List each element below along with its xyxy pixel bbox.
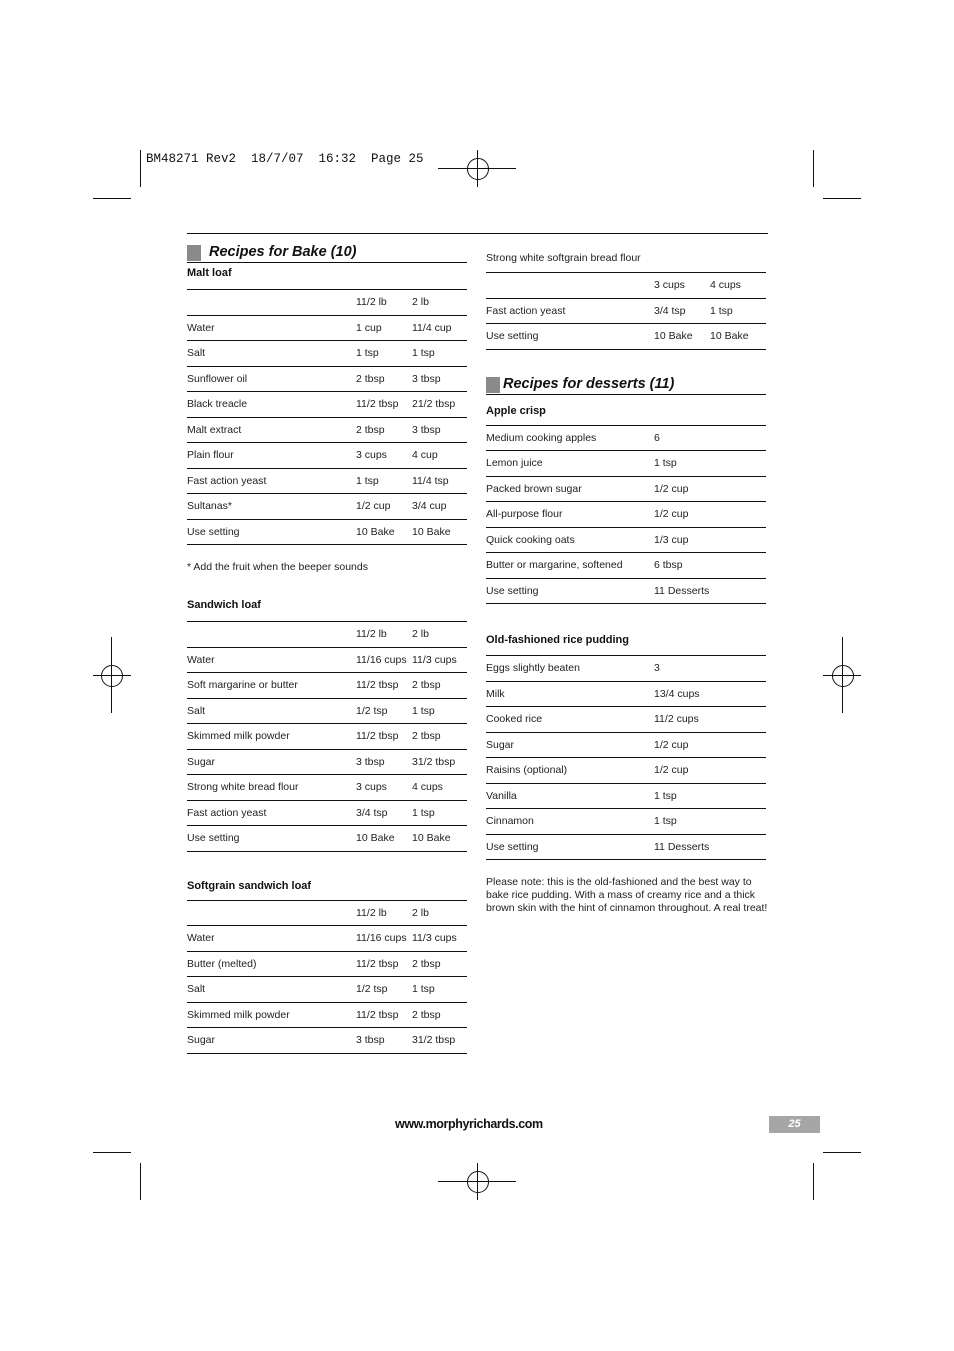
- table-row: [187, 749, 467, 775]
- table-row: [486, 451, 766, 477]
- recipe-title-rice-pudding: Old-fashioned rice pudding: [486, 634, 629, 646]
- quantity-cell: 10 Bake: [412, 826, 467, 852]
- section-marker: [187, 245, 201, 261]
- table-row: [187, 673, 467, 699]
- table-row: [187, 341, 467, 367]
- table-row: [187, 1028, 467, 1054]
- table-row: [187, 900, 467, 926]
- ingredient-cell: Skimmed milk powder: [187, 724, 356, 750]
- quantity-cell: 11/3 cups: [412, 647, 467, 673]
- ingredient-cell: Fast action yeast: [187, 468, 356, 494]
- sandwich-loaf-table: [187, 621, 467, 852]
- ingredient-cell: All-purpose flour: [486, 502, 654, 528]
- quantity-cell: 3/4 tsp: [654, 298, 710, 324]
- quantity-cell: 3 tbsp: [412, 366, 467, 392]
- table-row: [187, 800, 467, 826]
- quantity-cell: 1/2 cup: [356, 494, 412, 520]
- recipe-title-sandwich-loaf: Sandwich loaf: [187, 599, 261, 611]
- website-url[interactable]: www.morphyrichards.com: [395, 1117, 543, 1131]
- ingredient-cell: Use setting: [486, 578, 654, 604]
- ingredient-cell: Cinnamon: [486, 809, 654, 835]
- ingredient-cell: Fast action yeast: [187, 800, 356, 826]
- quantity-cell: 1 tsp: [412, 977, 467, 1003]
- table-row: [187, 775, 467, 801]
- table-row: [486, 656, 766, 682]
- quantity-cell: 4 cups: [412, 775, 467, 801]
- quantity-cell: 1 tsp: [412, 800, 467, 826]
- quantity-cell: 11 Desserts: [654, 578, 766, 604]
- ingredient-cell: Use setting: [486, 324, 654, 350]
- quantity-cell: 1/2 cup: [654, 476, 766, 502]
- ingredient-cell: Skimmed milk powder: [187, 1002, 356, 1028]
- quantity-cell: 1 tsp: [710, 298, 766, 324]
- recipe-title-apple-crisp: Apple crisp: [486, 404, 546, 417]
- crop-mark: [813, 1163, 814, 1200]
- crop-mark: [813, 150, 814, 187]
- top-rule: [187, 233, 768, 234]
- rice-pudding-table: [486, 655, 766, 860]
- quantity-cell: 11 Desserts: [654, 834, 766, 860]
- quantity-cell: 1 tsp: [412, 341, 467, 367]
- section-title-bake: [187, 244, 467, 263]
- table-row: [486, 758, 766, 784]
- ingredient-cell: Soft margarine or butter: [187, 673, 356, 699]
- quantity-cell: 1 tsp: [654, 451, 766, 477]
- quantity-cell: 4 cup: [412, 443, 467, 469]
- crop-mark: [93, 198, 131, 199]
- table-row: [486, 834, 766, 860]
- quantity-cell: 1/2 cup: [654, 732, 766, 758]
- quantity-cell: 1/2 tsp: [356, 698, 412, 724]
- quantity-cell: 1 tsp: [356, 341, 412, 367]
- ingredient-cell: Lemon juice: [486, 451, 654, 477]
- quantity-cell: 2 tbsp: [356, 417, 412, 443]
- quantity-cell: 10 Bake: [356, 519, 412, 545]
- table-row: [486, 707, 766, 733]
- quantity-cell: 3/4 tsp: [356, 800, 412, 826]
- table-row: [486, 324, 766, 350]
- ingredient-cell: Vanilla: [486, 783, 654, 809]
- quantity-cell: 3/4 cup: [412, 494, 467, 520]
- table-row: [486, 553, 766, 579]
- quantity-cell: 11/2 tbsp: [356, 1002, 412, 1028]
- quantity-cell: 2 lb: [412, 290, 467, 316]
- ingredient-cell: Fast action yeast: [486, 298, 654, 324]
- ingredient-cell: Use setting: [187, 826, 356, 852]
- crop-mark: [140, 1163, 141, 1200]
- table-row: [187, 519, 467, 545]
- quantity-cell: 2 tbsp: [412, 951, 467, 977]
- ingredient-cell: Plain flour: [187, 443, 356, 469]
- table-row: [187, 647, 467, 673]
- ingredient-cell: Raisins (optional): [486, 758, 654, 784]
- recipe-title-malt-loaf: Malt loaf: [187, 267, 232, 279]
- quantity-cell: 11/4 tsp: [412, 468, 467, 494]
- quantity-cell: 2 lb: [412, 900, 467, 926]
- table-row: [187, 494, 467, 520]
- section-title-text: Recipes for desserts (11): [503, 375, 675, 392]
- table-row: [486, 783, 766, 809]
- ingredient-cell: Use setting: [187, 519, 356, 545]
- right-column: [486, 252, 766, 914]
- ingredient-cell: Eggs slightly beaten: [486, 656, 654, 682]
- crop-mark: [823, 1152, 861, 1153]
- quantity-cell: 11/2 lb: [356, 622, 412, 648]
- ingredient-cell: Quick cooking oats: [486, 527, 654, 553]
- quantity-cell: 2 tbsp: [412, 1002, 467, 1028]
- malt-loaf-table: [187, 289, 467, 545]
- quantity-cell: 2 lb: [412, 622, 467, 648]
- ingredient-cell: [187, 290, 356, 316]
- table-row: [187, 315, 467, 341]
- quantity-cell: 11/2 lb: [356, 900, 412, 926]
- recipe-title-softgrain-loaf: Softgrain sandwich loaf: [187, 879, 312, 892]
- quantity-cell: 11/2 cups: [654, 707, 766, 733]
- table-row: [486, 809, 766, 835]
- quantity-cell: 1/2 cup: [654, 758, 766, 784]
- table-row: [187, 622, 467, 648]
- table-row: [486, 425, 766, 451]
- quantity-cell: 3 cups: [356, 443, 412, 469]
- quantity-cell: 11/3 cups: [412, 926, 467, 952]
- quantity-cell: 10 Bake: [654, 324, 710, 350]
- section-title-desserts: [486, 376, 766, 395]
- section-title-text: Recipes for Bake (10): [209, 244, 357, 260]
- quantity-cell: 11/2 tbsp: [356, 951, 412, 977]
- table-row: [187, 724, 467, 750]
- quantity-cell: 1 cup: [356, 315, 412, 341]
- quantity-cell: 1/2 tsp: [356, 977, 412, 1003]
- ingredient-cell: Packed brown sugar: [486, 476, 654, 502]
- ingredient-cell: Sugar: [486, 732, 654, 758]
- quantity-cell: 3 cups: [654, 273, 710, 299]
- table-row: [187, 468, 467, 494]
- quantity-cell: 11/16 cups: [356, 926, 412, 952]
- table-row: [187, 290, 467, 316]
- quantity-cell: 11/2 tbsp: [356, 724, 412, 750]
- table-row: [187, 951, 467, 977]
- softgrain-loaf-table: [187, 900, 467, 1054]
- rice-pudding-note: Please note: this is the old-fashioned and the best way to bake rice pudding. With a mass of creamy rice and a thick brown skin with the hint of cinnamon throughout. A real treat!: [486, 876, 768, 914]
- quantity-cell: 11/2 tbsp: [356, 392, 412, 418]
- table-row: [486, 527, 766, 553]
- table-row: [187, 1002, 467, 1028]
- section-marker: [486, 377, 500, 393]
- ingredient-cell: Sugar: [187, 749, 356, 775]
- quantity-cell: 11/4 cup: [412, 315, 467, 341]
- quantity-cell: 1/3 cup: [654, 527, 766, 553]
- quantity-cell: 11/2 lb: [356, 290, 412, 316]
- ingredient-cell: [486, 273, 654, 299]
- quantity-cell: 1 tsp: [654, 809, 766, 835]
- ingredient-cell: Salt: [187, 341, 356, 367]
- ingredient-cell: [187, 900, 356, 926]
- ingredient-cell: [187, 622, 356, 648]
- quantity-cell: 10 Bake: [356, 826, 412, 852]
- quantity-cell: 2 tbsp: [412, 724, 467, 750]
- ingredient-cell: Butter or margarine, softened: [486, 553, 654, 579]
- table-row: [486, 476, 766, 502]
- quantity-cell: 10 Bake: [412, 519, 467, 545]
- ingredient-cell: Sunflower oil: [187, 366, 356, 392]
- table-row: [486, 681, 766, 707]
- quantity-cell: 11/16 cups: [356, 647, 412, 673]
- quantity-cell: 13/4 cups: [654, 681, 766, 707]
- table-row: [187, 443, 467, 469]
- quantity-cell: 1 tsp: [356, 468, 412, 494]
- page-number: 25: [769, 1116, 820, 1133]
- ingredient-cell: Medium cooking apples: [486, 425, 654, 451]
- quantity-cell: 31/2 tbsp: [412, 1028, 467, 1054]
- ingredient-cell: Black treacle: [187, 392, 356, 418]
- table-row: [486, 578, 766, 604]
- ingredient-cell: Cooked rice: [486, 707, 654, 733]
- quantity-cell: 1 tsp: [412, 698, 467, 724]
- quantity-cell: 6 tbsp: [654, 553, 766, 579]
- quantity-cell: 1/2 cup: [654, 502, 766, 528]
- table-row: [187, 417, 467, 443]
- table-row: [187, 392, 467, 418]
- table-row: [486, 502, 766, 528]
- crop-mark: [140, 150, 141, 187]
- quantity-cell: 4 cups: [710, 273, 766, 299]
- quantity-cell: 6: [654, 425, 766, 451]
- ingredient-cell: Strong white bread flour: [187, 775, 356, 801]
- table-row: [486, 732, 766, 758]
- ingredient-cell: Salt: [187, 698, 356, 724]
- table-row: [187, 698, 467, 724]
- table-row: [486, 298, 766, 324]
- ingredient-cell: Water: [187, 647, 356, 673]
- table-row: [187, 977, 467, 1003]
- table-row: [486, 273, 766, 299]
- table-row: [187, 366, 467, 392]
- quantity-cell: 3 tbsp: [356, 1028, 412, 1054]
- quantity-cell: 21/2 tbsp: [412, 392, 467, 418]
- quantity-cell: 10 Bake: [710, 324, 766, 350]
- ingredient-cell: Malt extract: [187, 417, 356, 443]
- quantity-cell: 3 cups: [356, 775, 412, 801]
- table-row: [187, 926, 467, 952]
- quantity-cell: 1 tsp: [654, 783, 766, 809]
- quantity-cell: 11/2 tbsp: [356, 673, 412, 699]
- softgrain-flour-line: Strong white softgrain bread flour: [486, 252, 641, 264]
- ingredient-cell: Water: [187, 315, 356, 341]
- ingredient-cell: Sugar: [187, 1028, 356, 1054]
- malt-loaf-note: * Add the fruit when the beeper sounds: [187, 561, 368, 573]
- apple-crisp-table: [486, 425, 766, 605]
- quantity-cell: 2 tbsp: [356, 366, 412, 392]
- left-column: [187, 244, 467, 1054]
- ingredient-cell: Sultanas*: [187, 494, 356, 520]
- crop-mark: [93, 1152, 131, 1153]
- table-row: [187, 826, 467, 852]
- printer-slug: BM48271 Rev2 18/7/07 16:32 Page 25: [146, 152, 424, 166]
- quantity-cell: 31/2 tbsp: [412, 749, 467, 775]
- quantity-cell: 2 tbsp: [412, 673, 467, 699]
- quantity-cell: 3 tbsp: [412, 417, 467, 443]
- ingredient-cell: Salt: [187, 977, 356, 1003]
- quantity-cell: 3: [654, 656, 766, 682]
- ingredient-cell: Butter (melted): [187, 951, 356, 977]
- crop-mark: [823, 198, 861, 199]
- ingredient-cell: Water: [187, 926, 356, 952]
- ingredient-cell: Milk: [486, 681, 654, 707]
- softgrain-continued-table: [486, 272, 766, 350]
- ingredient-cell: Use setting: [486, 834, 654, 860]
- quantity-cell: 3 tbsp: [356, 749, 412, 775]
